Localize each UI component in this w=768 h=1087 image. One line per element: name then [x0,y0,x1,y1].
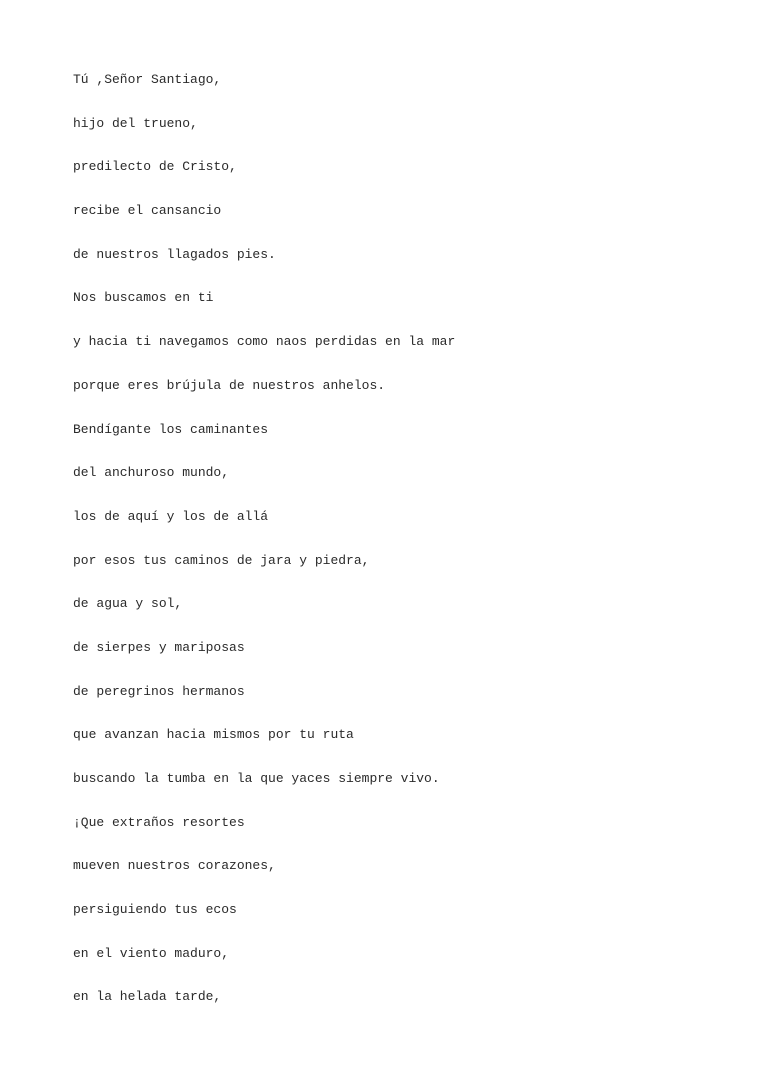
poem-line: los de aquí y los de allá [73,508,269,524]
poem-line: mueven nuestros corazones, [73,858,276,874]
poem-line: hijo del trueno, [73,115,198,131]
poem-line: que avanzan hacia mismos por tu ruta [73,727,354,743]
poem-line: por esos tus caminos de jara y piedra, [73,552,370,568]
poem-line: buscando la tumba en la que yaces siempre vivo. [73,771,440,786]
poem-line: en la helada tarde, [73,989,222,1005]
poem-line: porque eres brújula de nuestros anhelos. [73,377,386,393]
poem-line: de nuestros llagados pies. [73,246,276,262]
poem-line: Nos buscamos en ti [73,290,214,306]
poem-body [73,71,455,1032]
poem-line: y hacia ti navegamos como naos perdidas en la mar [73,334,456,350]
poem-line: predilecto de Cristo, [73,159,237,175]
poem-line: de peregrinos hermanos [73,683,245,699]
poem-line: Tú ,Señor Santiago, [73,72,222,87]
poem-line: de sierpes y mariposas [73,639,245,655]
poem-line: Bendígante los caminantes [73,421,269,437]
poem-line: en el viento maduro, [73,945,230,961]
poem-line: ¡Que extraños resortes [73,814,245,830]
poem-line: de agua y sol, [73,596,183,612]
poem-line: del anchuroso mundo, [73,465,230,481]
poem-line: recibe el cansancio [73,203,222,219]
poem-line: persiguiendo tus ecos [73,902,237,918]
